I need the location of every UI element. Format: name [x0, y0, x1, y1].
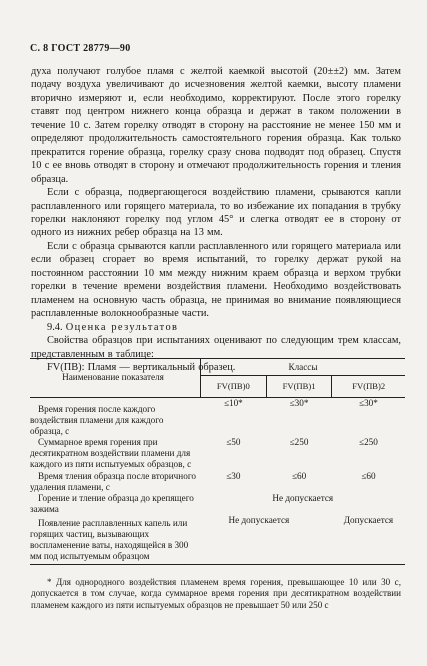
row-value: ≤30* [289, 398, 309, 408]
table-row [30, 515, 405, 565]
classification-table [30, 358, 405, 565]
row-value: ≤60 [361, 470, 376, 481]
section-number: 9.4. [47, 321, 63, 333]
footnote-text: * Для однородного воздействия пламенем время горения, превышающее 10 или 30 с, допускается в том случае, когда суммарное время горения при десятикратном воздействии пламенем каждого из пяти испытуемых образцов не превышает 50 или 250 с [31, 577, 401, 610]
table-header-class-1: FV(ПВ)1 [266, 376, 332, 398]
table-footnote [31, 577, 401, 611]
row-name: Горение и тление образца до крепящего зажима [30, 492, 194, 514]
row-value: Не допускается [201, 515, 332, 565]
table-row [30, 437, 405, 470]
table-header-class-0: FV(ПВ)0 [201, 376, 267, 398]
table-row [30, 493, 405, 515]
row-name: Появление расплавленных капель или горящих частиц, вызывающих воспламенение ваты, находящейся в 300 мм под испытуемым образцом [30, 515, 201, 565]
row-value: ≤10* [223, 398, 243, 408]
row-value: ≤60 [291, 470, 307, 481]
table-row [30, 471, 405, 493]
paragraph-dripping: Если с образца, подвергающегося воздействию пламени, срываются капли расплавленного или горящего материала, то во избежание их попадания в трубку горелки наклоняют горелку под углом 45° и слегка отводят ее в сторону от одного из нижних ребер образца на 13 мм. [31, 187, 401, 239]
page-header: С. 8 ГОСТ 28779—90 [30, 43, 131, 54]
row-value: Допускается [332, 515, 405, 565]
paragraph-hand-held-burner: Если с образца срываются капли расплавленного или горящего материала или если образец сгорает во время испытаний, то горелку держат рукой на постоянном расстоянии 10 мм между нижним краем образца и верхом трубки горелки в течение времени воздействия пламени. Необходимо воздействовать пламенем на основную часть образца, не принимая во внимание появляющиеся расплавленные волокнообразные части. [31, 240, 401, 320]
section-title: Оценка результатов [65, 321, 179, 333]
row-value: ≤250 [289, 437, 309, 448]
table-row [30, 398, 405, 438]
row-name: Время горения после каждого воздействия пламени для каждого образца, с [30, 404, 164, 437]
row-name: Суммарное время горения при десятикратном воздействии пламени для каждого из пяти испытуемых образцов, с [30, 437, 192, 470]
row-value: ≤50 [226, 437, 241, 448]
table-header-name: Наименование показателя [30, 359, 201, 398]
paragraph-fv-definition: FV(ПВ): Пламя — вертикальный образец. [47, 361, 236, 373]
table-header-classes: Классы [201, 359, 406, 376]
body-text [31, 65, 401, 374]
paragraph-classes-intro: Свойства образцов при испытаниях оценивают по следующим трем классам, представленным в таблице: [31, 335, 401, 360]
section-heading [31, 321, 401, 334]
row-value: ≤250 [359, 437, 378, 448]
row-value: ≤30* [359, 398, 378, 408]
row-value-merged: Не допускается [272, 492, 334, 503]
paragraph-burner-procedure: духа получают голубое пламя с желтой каемкой высотой (20±±2) мм. Затем подачу воздуха увеличивают до исчезновения желтой каемки, высоту пламени вторично измеряют и, если необходимо, корректируют. После этого горелку ставят под центром нижнего конца образца и держат в таком положении в течение 10 с. Затем горелку отводят в сторону на расстояние не менее 150 мм и определяют продолжительность самостоятельного горения образца. Как только прекратится горение образца, горелку сразу снова подводят под образец. Спустя 10 с ее вновь отводят в сторону и отмечают продолжительность горения и тления образца. [31, 66, 401, 185]
row-value: ≤30 [226, 470, 241, 481]
row-name: Время тления образца после вторичного удаления пламени, с [30, 470, 196, 492]
table-header-class-2: FV(ПВ)2 [332, 376, 405, 398]
